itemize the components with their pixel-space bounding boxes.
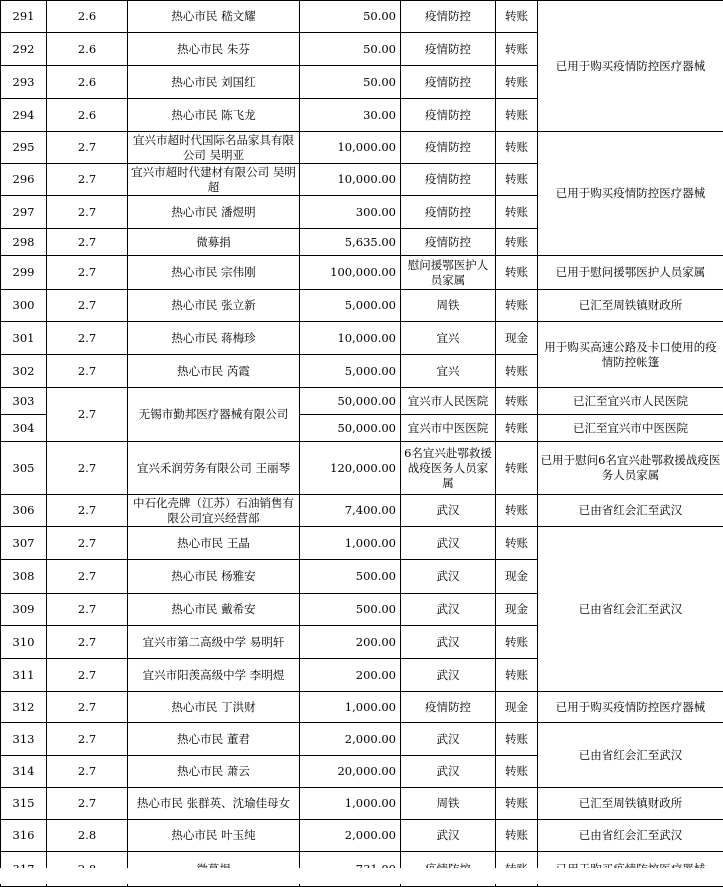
table-row (1, 723, 723, 756)
payment-method-cell: 转账 (496, 1, 538, 33)
amount-cell: 50,000.00 (300, 388, 401, 415)
usage-note-cell: 已汇至宜兴市中医医院 (538, 415, 723, 442)
payment-method-cell: 转账 (496, 756, 538, 788)
amount-cell: 500.00 (300, 560, 401, 594)
date-cell: 2.7 (47, 594, 128, 626)
table-row (1, 692, 723, 723)
payment-method-cell: 现金 (496, 692, 538, 723)
purpose-cell: 疫情防控 (401, 132, 496, 164)
date-cell: 2.7 (47, 164, 128, 196)
row-number-cell: 294 (1, 99, 47, 132)
amount-cell: 2,000.00 (300, 820, 401, 852)
date-cell: 2.7 (47, 692, 128, 723)
date-cell: 2.7 (47, 388, 128, 442)
table-row (1, 132, 723, 164)
row-number-cell: 293 (1, 66, 47, 99)
purpose-cell: 疫情防控 (401, 196, 496, 229)
date-cell: 2.6 (47, 33, 128, 66)
usage-note-cell: 已用于慰问6名宜兴赴鄂救援战疫医务人员家属 (538, 442, 723, 495)
table-row (1, 495, 723, 527)
row-number-cell: 311 (1, 659, 47, 692)
payment-method-cell: 转账 (496, 626, 538, 659)
date-cell: 2.7 (47, 723, 128, 756)
row-number-cell: 310 (1, 626, 47, 659)
date-cell: 2.7 (47, 229, 128, 256)
date-cell: 2.7 (47, 442, 128, 495)
amount-cell: 100,000.00 (300, 256, 401, 290)
table-row (1, 322, 723, 355)
usage-note-cell: 已用于慰问援鄂医护人员家属 (538, 256, 723, 290)
donor-cell: 热心市民 叶玉纯 (128, 820, 300, 852)
amount-cell: 50.00 (300, 1, 401, 33)
usage-note-cell: 已用于购买疫情防控医疗器械 (538, 1, 723, 132)
purpose-cell: 宜兴 (401, 355, 496, 388)
row-number-cell: 297 (1, 196, 47, 229)
usage-note-cell: 已汇至周铁镇财政所 (538, 290, 723, 322)
date-cell: 2.7 (47, 495, 128, 527)
donor-cell: 中石化壳牌（江苏）石油销售有限公司宜兴经营部 (128, 495, 300, 527)
purpose-cell: 疫情防控 (401, 164, 496, 196)
payment-method-cell: 转账 (496, 66, 538, 99)
row-number-cell: 304 (1, 415, 47, 442)
date-cell: 2.7 (47, 788, 128, 820)
usage-note-cell: 已由省红会汇至武汉 (538, 495, 723, 527)
amount-cell: 10,000.00 (300, 132, 401, 164)
donor-cell: 热心市民 戴希安 (128, 594, 300, 626)
amount-cell: 500.00 (300, 594, 401, 626)
purpose-cell: 疫情防控 (401, 33, 496, 66)
row-number-cell: 316 (1, 820, 47, 852)
donor-cell: 热心市民 蒋梅珍 (128, 322, 300, 355)
date-cell: 2.7 (47, 355, 128, 388)
donor-cell: 宜兴市第二高级中学 易明轩 (128, 626, 300, 659)
date-cell: 2.6 (47, 99, 128, 132)
table-row (1, 820, 723, 852)
table-row (1, 388, 723, 415)
usage-note-cell: 已用于购买疫情防控医疗器械 (538, 132, 723, 256)
purpose-cell: 武汉 (401, 820, 496, 852)
purpose-cell: 疫情防控 (401, 66, 496, 99)
payment-method-cell: 转账 (496, 196, 538, 229)
purpose-cell: 疫情防控 (401, 692, 496, 723)
row-number-cell: 307 (1, 527, 47, 560)
donor-cell: 无锡市勤邦医疗器械有限公司 (128, 388, 300, 442)
row-number-cell: 314 (1, 756, 47, 788)
purpose-cell: 疫情防控 (401, 229, 496, 256)
date-cell: 2.7 (47, 256, 128, 290)
donor-cell: 热心市民 潘煜明 (128, 196, 300, 229)
payment-method-cell: 转账 (496, 290, 538, 322)
donor-cell: 宜兴禾润劳务有限公司 王丽琴 (128, 442, 300, 495)
table-row (1, 527, 723, 560)
table-row (1, 290, 723, 322)
purpose-cell: 疫情防控 (401, 1, 496, 33)
amount-cell: 50.00 (300, 33, 401, 66)
payment-method-cell: 转账 (496, 723, 538, 756)
payment-method-cell: 转账 (496, 256, 538, 290)
date-cell: 2.7 (47, 659, 128, 692)
row-number-cell: 306 (1, 495, 47, 527)
purpose-cell: 武汉 (401, 527, 496, 560)
amount-cell: 1,000.00 (300, 527, 401, 560)
amount-cell: 50,000.00 (300, 415, 401, 442)
amount-cell: 120,000.00 (300, 442, 401, 495)
amount-cell: 1,000.00 (300, 788, 401, 820)
date-cell: 2.7 (47, 132, 128, 164)
date-cell: 2.7 (47, 322, 128, 355)
payment-method-cell: 现金 (496, 594, 538, 626)
purpose-cell: 疫情防控 (401, 99, 496, 132)
payment-method-cell: 转账 (496, 495, 538, 527)
donor-cell: 热心市民 张立新 (128, 290, 300, 322)
purpose-cell: 武汉 (401, 756, 496, 788)
row-number-cell: 292 (1, 33, 47, 66)
payment-method-cell: 现金 (496, 322, 538, 355)
purpose-cell: 武汉 (401, 560, 496, 594)
donor-cell: 热心市民 董君 (128, 723, 300, 756)
row-number-cell: 308 (1, 560, 47, 594)
payment-method-cell: 转账 (496, 388, 538, 415)
donor-cell: 微募捐 (128, 229, 300, 256)
date-cell: 2.6 (47, 1, 128, 33)
amount-cell: 5,000.00 (300, 290, 401, 322)
payment-method-cell: 转账 (496, 132, 538, 164)
amount-cell: 5,000.00 (300, 355, 401, 388)
amount-cell: 200.00 (300, 626, 401, 659)
payment-method-cell: 转账 (496, 355, 538, 388)
donor-cell: 宜兴市超时代建材有限公司 吴明超 (128, 164, 300, 196)
purpose-cell: 周铁 (401, 290, 496, 322)
donor-cell: 热心市民 刘国红 (128, 66, 300, 99)
purpose-cell: 6名宜兴赴鄂救援战疫医务人员家属 (401, 442, 496, 495)
payment-method-cell: 转账 (496, 33, 538, 66)
donor-cell: 宜兴市阳羡高级中学 李明煜 (128, 659, 300, 692)
date-cell: 2.7 (47, 756, 128, 788)
table-row (1, 788, 723, 820)
payment-method-cell: 现金 (496, 560, 538, 594)
amount-cell: 30.00 (300, 99, 401, 132)
donor-cell: 热心市民 朱芬 (128, 33, 300, 66)
usage-note-cell: 已由省红会汇至武汉 (538, 527, 723, 692)
row-number-cell: 305 (1, 442, 47, 495)
row-number-cell: 312 (1, 692, 47, 723)
payment-method-cell: 转账 (496, 229, 538, 256)
date-cell: 2.7 (47, 527, 128, 560)
row-number-cell: 299 (1, 256, 47, 290)
payment-method-cell: 转账 (496, 164, 538, 196)
date-cell: 2.7 (47, 196, 128, 229)
purpose-cell: 周铁 (401, 788, 496, 820)
usage-note-cell: 已用于购买疫情防控医疗器械 (538, 692, 723, 723)
amount-cell: 10,000.00 (300, 164, 401, 196)
page-cutoff (0, 868, 723, 884)
payment-method-cell: 转账 (496, 788, 538, 820)
row-number-cell: 303 (1, 388, 47, 415)
usage-note-cell: 用于购买高速公路及卡口使用的疫情防控帐篷 (538, 322, 723, 388)
row-number-cell: 291 (1, 1, 47, 33)
date-cell: 2.7 (47, 626, 128, 659)
row-number-cell: 309 (1, 594, 47, 626)
donor-cell: 热心市民 芮霞 (128, 355, 300, 388)
amount-cell: 50.00 (300, 66, 401, 99)
donor-cell: 热心市民 杨雅安 (128, 560, 300, 594)
donor-cell: 热心市民 宗伟刚 (128, 256, 300, 290)
purpose-cell: 武汉 (401, 626, 496, 659)
amount-cell: 300.00 (300, 196, 401, 229)
purpose-cell: 武汉 (401, 723, 496, 756)
table-row (1, 442, 723, 495)
amount-cell: 5,635.00 (300, 229, 401, 256)
amount-cell: 200.00 (300, 659, 401, 692)
payment-method-cell: 转账 (496, 820, 538, 852)
purpose-cell: 武汉 (401, 594, 496, 626)
donor-cell: 热心市民 张群英、沈瑜佳母女 (128, 788, 300, 820)
amount-cell: 7,400.00 (300, 495, 401, 527)
donor-cell: 宜兴市超时代国际名品家具有限公司 吴明亚 (128, 132, 300, 164)
usage-note-cell: 已由省红会汇至武汉 (538, 723, 723, 788)
row-number-cell: 298 (1, 229, 47, 256)
payment-method-cell: 转账 (496, 659, 538, 692)
amount-cell: 1,000.00 (300, 692, 401, 723)
donor-cell: 热心市民 萧云 (128, 756, 300, 788)
usage-note-cell: 已汇至周铁镇财政所 (538, 788, 723, 820)
purpose-cell: 宜兴市中医医院 (401, 415, 496, 442)
purpose-cell: 武汉 (401, 659, 496, 692)
payment-method-cell: 转账 (496, 527, 538, 560)
date-cell: 2.7 (47, 560, 128, 594)
donor-cell: 热心市民 嵇文耀 (128, 1, 300, 33)
row-number-cell: 300 (1, 290, 47, 322)
purpose-cell: 宜兴 (401, 322, 496, 355)
payment-method-cell: 转账 (496, 442, 538, 495)
usage-note-cell: 已汇至宜兴市人民医院 (538, 388, 723, 415)
row-number-cell: 313 (1, 723, 47, 756)
row-number-cell: 302 (1, 355, 47, 388)
donor-cell: 热心市民 陈飞龙 (128, 99, 300, 132)
row-number-cell: 315 (1, 788, 47, 820)
date-cell: 2.8 (47, 820, 128, 852)
row-number-cell: 296 (1, 164, 47, 196)
donor-cell: 热心市民 丁洪财 (128, 692, 300, 723)
donor-cell: 热心市民 王晶 (128, 527, 300, 560)
row-number-cell: 301 (1, 322, 47, 355)
date-cell: 2.7 (47, 290, 128, 322)
amount-cell: 10,000.00 (300, 322, 401, 355)
amount-cell: 2,000.00 (300, 723, 401, 756)
purpose-cell: 宜兴市人民医院 (401, 388, 496, 415)
purpose-cell: 慰问援鄂医护人员家属 (401, 256, 496, 290)
amount-cell: 20,000.00 (300, 756, 401, 788)
purpose-cell: 武汉 (401, 495, 496, 527)
table-row (1, 1, 723, 33)
row-number-cell: 295 (1, 132, 47, 164)
date-cell: 2.6 (47, 66, 128, 99)
payment-method-cell: 转账 (496, 99, 538, 132)
payment-method-cell: 转账 (496, 415, 538, 442)
usage-note-cell: 已由省红会汇至武汉 (538, 820, 723, 852)
table-row (1, 256, 723, 290)
